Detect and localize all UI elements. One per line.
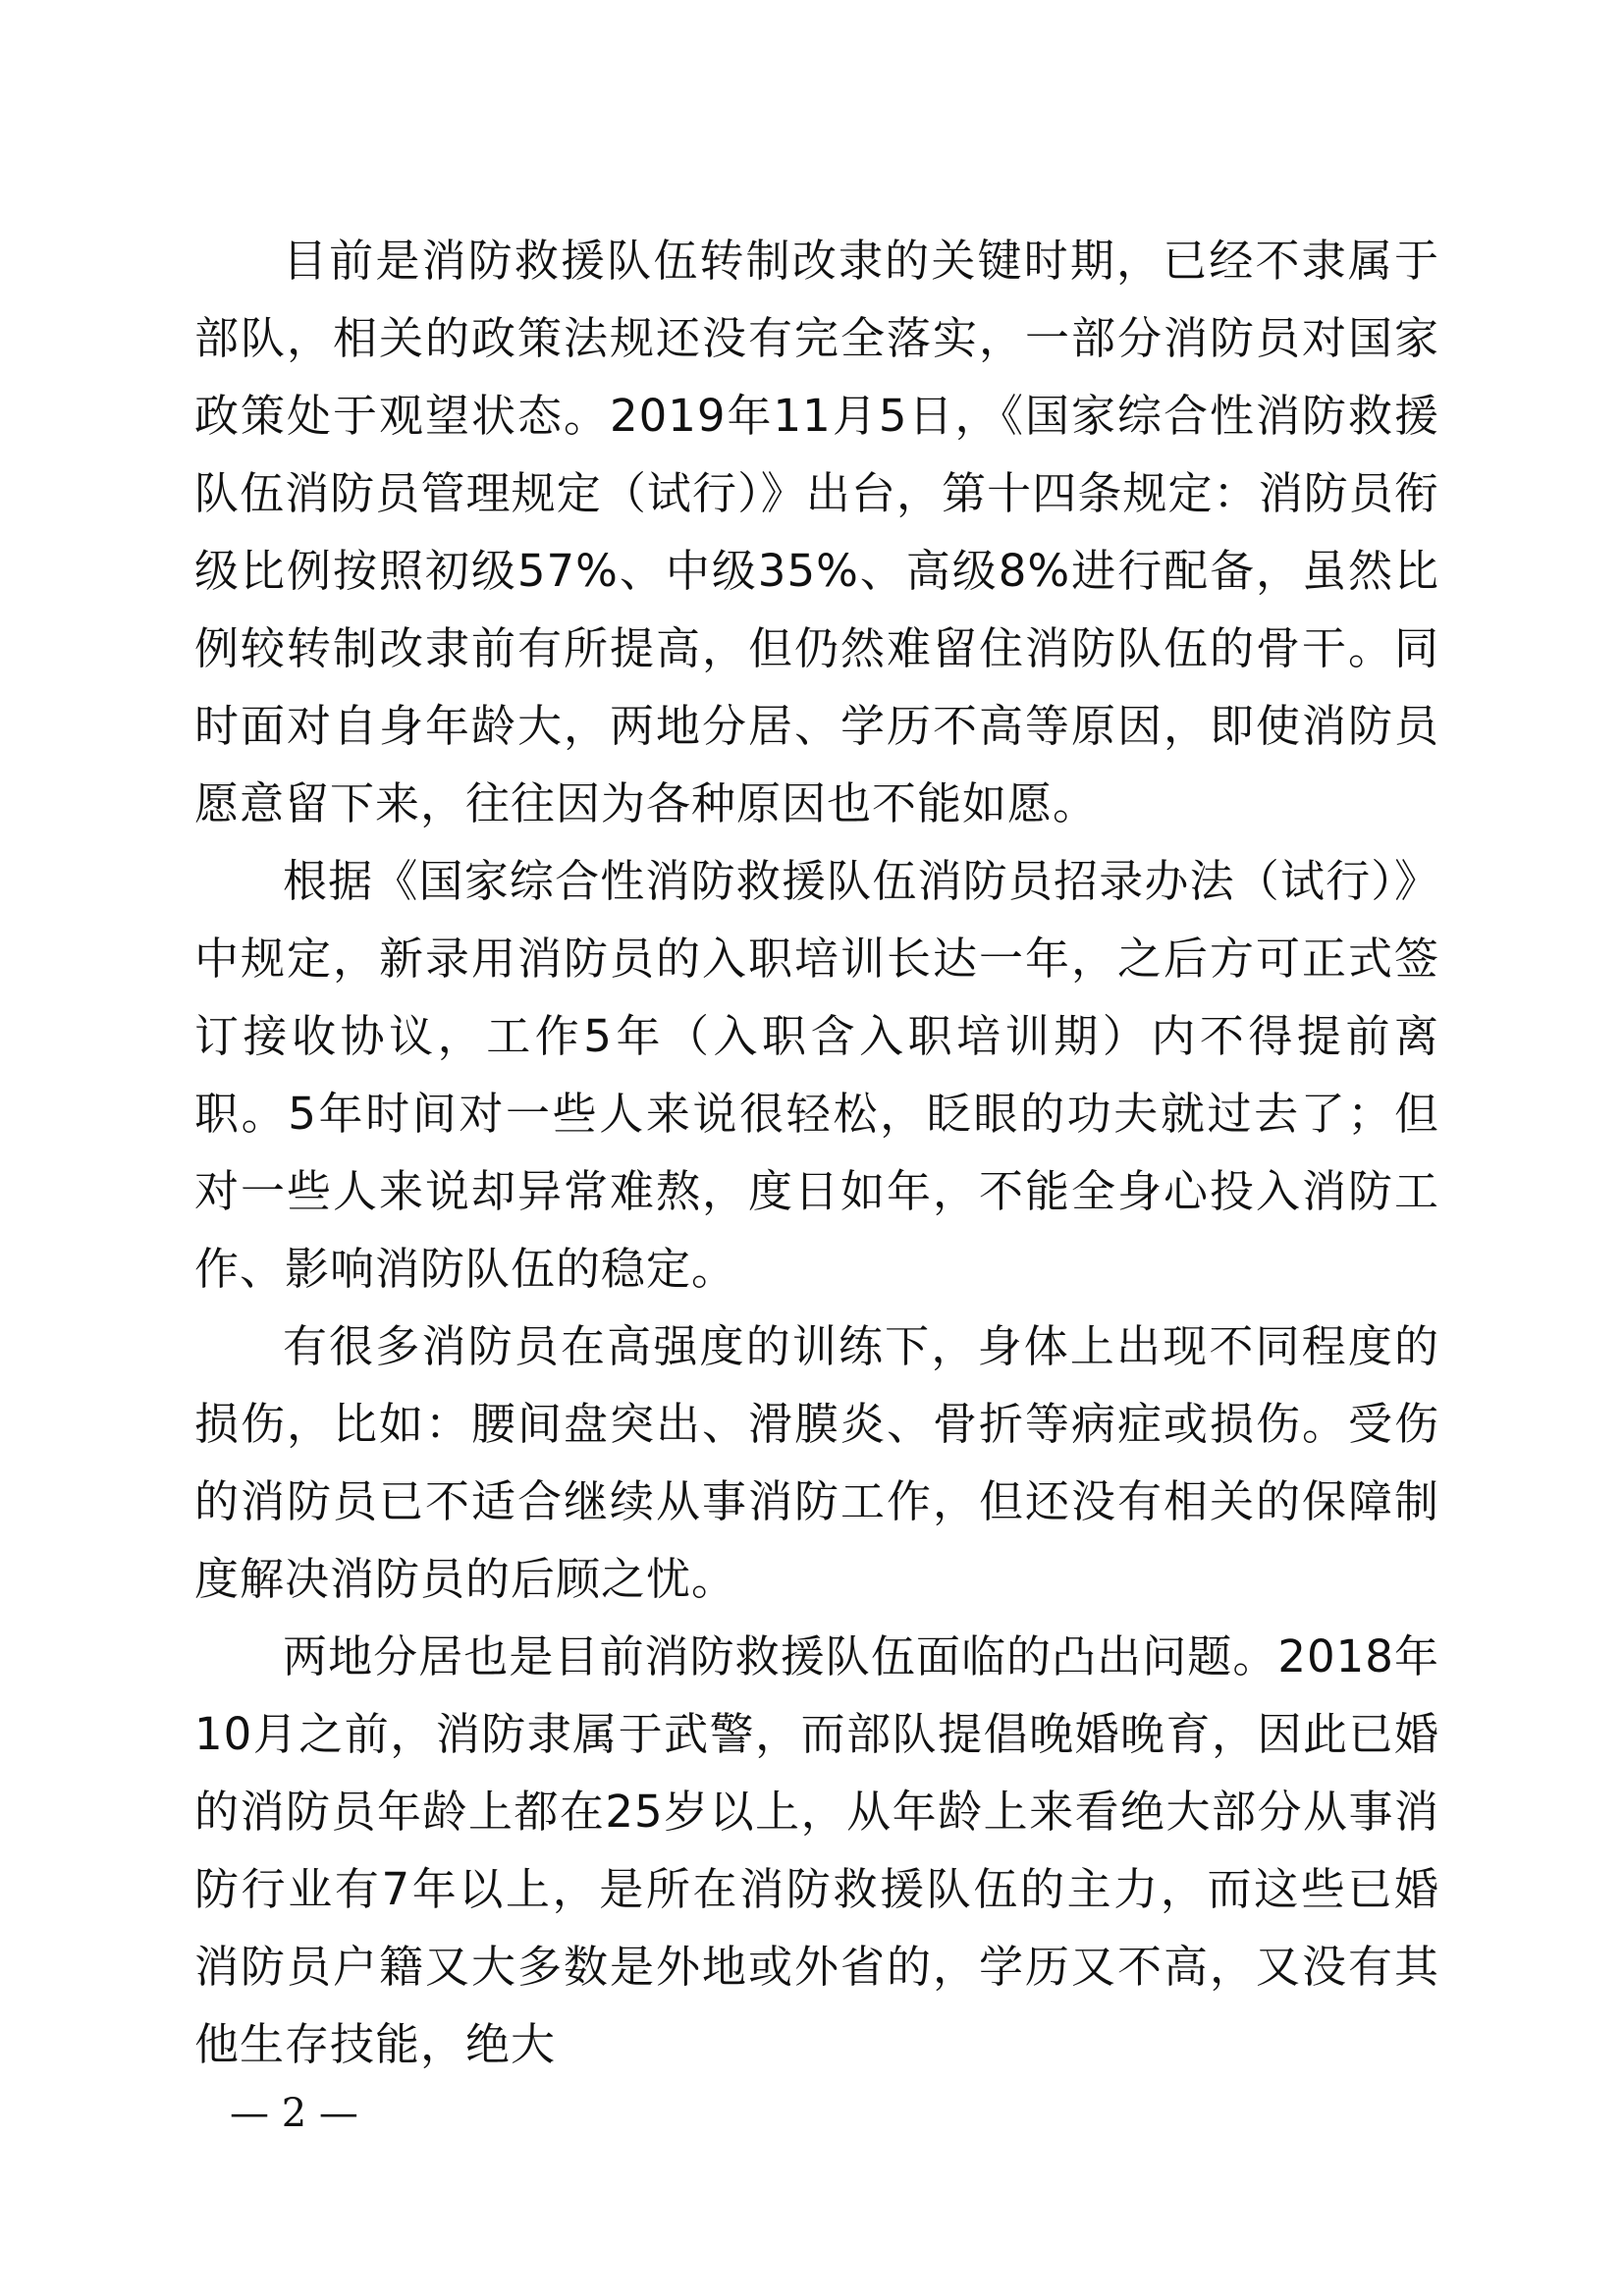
paragraph-3: 有很多消防员在高强度的训练下，身体上出现不同程度的损伤，比如：腰间盘突出、滑膜炎、骨折等病症或损伤。受伤的消防员已不适合继续从事消防工作，但还没有相关的保障制度解决消防员的后顾之忧。	[194, 1320, 1439, 1605]
paragraph-4: 两地分居也是目前消防救援队伍面临的凸出问题。2018年10月之前，消防隶属于武警，而部队提倡晚婚晚育，因此已婚的消防员年龄上都在25岁以上，从年龄上来看绝大部分从事消防行业有7年以上，是所在消防救援队伍的主力，而这些已婚消防员户籍又大多数是外地或外省的，学历又不高，又没有其他生存技能，绝大	[194, 1630, 1439, 2070]
paragraph-1: 目前是消防救援队伍转制改隶的关键时期，已经不隶属于部队，相关的政策法规还没有完全落实，一部分消防员对国家政策处于观望状态。2019年11月5日，《国家综合性消防救援队伍消防员管理规定（试行）》出台，第十四条规定：消防员衔级比例按照初级57%、中级35%、高级8%进行配备，虽然比例较转制改隶前有所提高，但仍然难留住消防队伍的骨干。同时面对自身年龄大，两地分居、学历不高等原因，即使消防员愿意留下来，往往因为各种原因也不能如愿。	[194, 235, 1439, 829]
body-text	[194, 222, 1439, 2083]
page-number: — 2 —	[230, 2091, 358, 2136]
paragraph-2: 根据《国家综合性消防救援队伍消防员招录办法（试行）》中规定，新录用消防员的入职培训长达一年，之后方可正式签订接收协议，工作5年（入职含入职培训期）内不得提前离职。5年时间对一些人来说很轻松，眨眼的功夫就过去了；但对一些人来说却异常难熬，度日如年，不能全身心投入消防工作、影响消防队伍的稳定。	[194, 855, 1439, 1295]
